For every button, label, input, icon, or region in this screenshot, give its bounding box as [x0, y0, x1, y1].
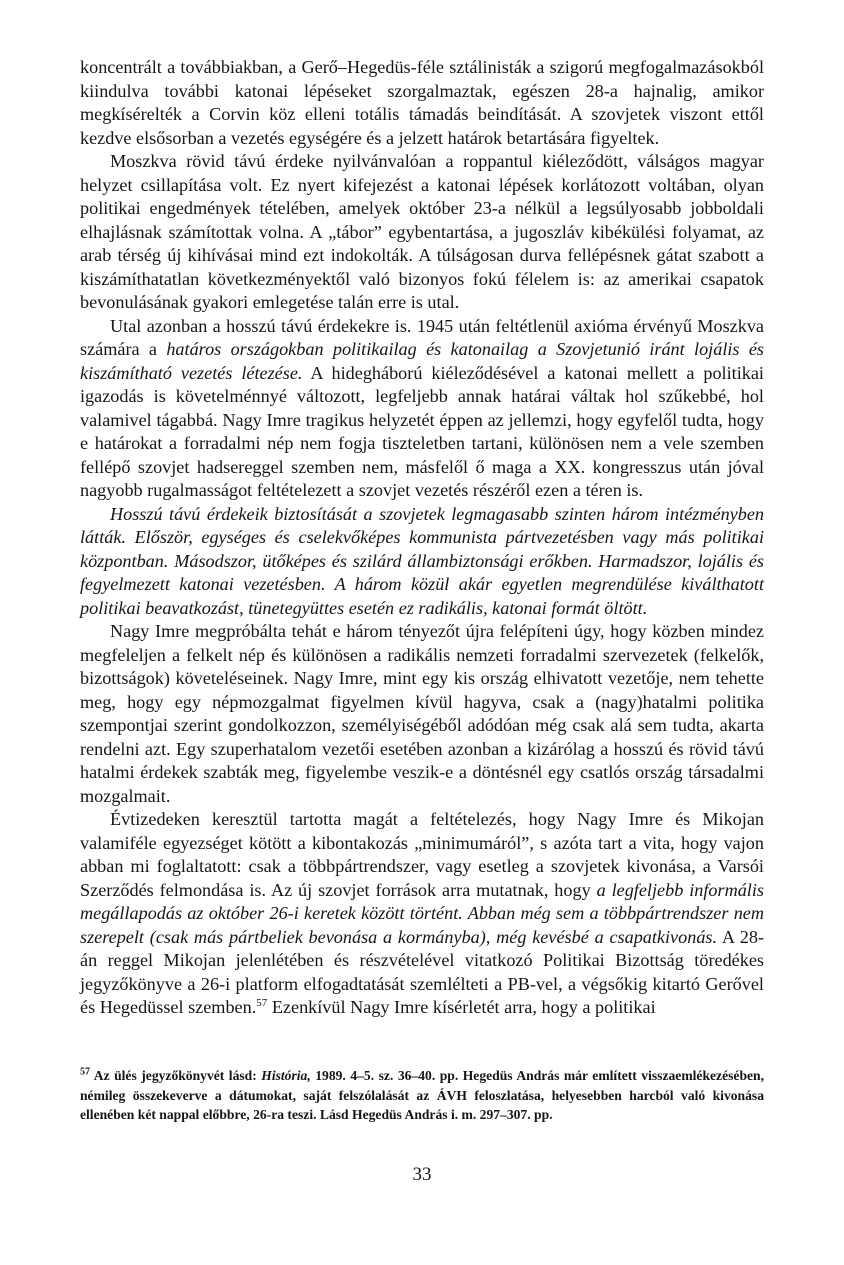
paragraph-6-text: Évtizedeken keresztül tartotta magát a feltételezés, hogy Nagy Imre és Mikojan valamiféle egyezséget kötött a kibontakozás „minimumáról”, s azóta tart a vita, hogy vajon abban mi foglaltatott: csak a többpártrendszer, vagy esetleg a szovjetek kivonása, a Varsói Szerződés felmondása is. Az új szovjet források arra mutatnak, hogy: [80, 809, 764, 900]
paragraph-3: [80, 315, 764, 503]
main-text: [80, 56, 764, 1020]
footnote-reference[interactable]: 57: [256, 996, 268, 1009]
paragraph-2: Moszkva rövid távú érdeke nyilvánvalóan a roppantul kiéleződött, válságos magyar helyzet csillapítása volt. Ez nyert kifejezést a katonai lépések korlátozott voltában, olyan politikai engedmények tételében, amelyek október 23-a nélkül a legsúlyosabb jobboldali elhajlásnak számítottak volna. A „tábor” egybentartása, a jugoszláv kibékülési folyamat, az arab térség új kihívásai mind ezt indokolták. A túlságosan durva fellépésnek gátat szabott a kiszámíthatatlan következményektől való bizonyos fokú félelem is: az amerikai csapatok bevonulásának gyakori emlegetése talán erre is utal.: [80, 151, 764, 312]
paragraph-6-text-cont: A 28-án reggel Mikojan jelenlétében és részvételével vitatkozó Politikai Bizottság töredékes jegyzőkönyve a 26-i platform elfogadtatását szemlélteti a PB-vel, a végsőkig kitartó Gerővel és Hegedüssel szemben.: [80, 926, 765, 1017]
footnote-text-cont: 1989. 4–5. sz. 36–40. pp. Hegedüs András már említett visszaemlékezésében, némileg összekeverve a dátumokat, saját felszólalását az ÁVH feloszlatása, helyesebben harcból való kivonása ellenében két nappal előbbre, 26-ra teszi. Lásd Hegedüs András i. m. 297–307. pp.: [80, 1068, 765, 1122]
paragraph-1: koncentrált a továbbiakban, a Gerő–Hegedüs-féle sztálinisták a szigorú megfogalmazásokból kiindulva további katonai lépéseket szorgalmaztak, egészen 28-a hajnalig, amikor megkísérelték a Corvin köz elleni totális támadás beindítását. A szovjetek viszont ettől kezdve elsősorban a vezetés egységére és a jelzett határok betartására figyeltek.: [80, 57, 764, 148]
footnote-text: Az ülés jegyzőkönyvét lásd:: [90, 1068, 262, 1083]
paragraph-3-text: Utal azonban a hosszú távú érdekekre is. 1945 után feltétlenül axióma érvényű Moszkva számára a: [80, 315, 764, 359]
footnote-57: [80, 1066, 764, 1125]
paragraph-5: Nagy Imre megpróbálta tehát e három tényezőt újra felépíteni úgy, hogy közben mindez megfeleljen a felkelt nép és különösen a radikális nemzeti forradalmi szervezetek (felkelők, bizottságok) követeléseinek. Nagy Imre, mint egy kis ország elhivatott vezetője, nem tehette meg, hogy egy népmozgalmat figyelmen kívül hagyva, csak a (nagy)hatalmi politika szempontjai szerint gondolkozzon, személyiségéből adódóan még csak alá sem tudta, akarta rendelni azt. Egy szuperhatalom vezetői esetében azonban a kizárólag a hosszú és rövid távú hatalmi érdekek szabták meg, figyelembe veszik-e a döntésnél egy csatlós ország társadalmi mozgalmait.: [80, 621, 764, 806]
paragraph-6-text-end: Ezenkívül Nagy Imre kísérletét arra, hogy a politikai: [267, 997, 656, 1017]
paragraph-6-emphasis: a legfeljebb informális megállapodás az október 26-i keretek között történt. Abban még sem a többpártrendszer nem szerepelt (csak más pártbeliek bevonása a kormányba), még kevésbé a csapatkivonás.: [80, 879, 764, 947]
paragraph-3-emphasis: határos országokban politikailag és katonailag a Szovjetunió iránt lojális és kiszámítható vezetés létezése.: [80, 339, 764, 383]
page-number: 33: [412, 1164, 432, 1185]
footnote-number: 57: [80, 1066, 90, 1078]
footnote: [80, 1066, 764, 1125]
footnote-journal-title: História,: [261, 1068, 311, 1083]
paragraph-3-text-cont: A hidegháború kiéleződésével a katonai mellett a politikai igazodás is követelménnyé változott, legfeljebb annak határai váltak hol szűkebbé, hol valamivel tágabbá. Nagy Imre tragikus helyzetét éppen az jellemzi, hogy egyfelől tudta, hogy e határokat a forradalmi nép nem fogja tiszteletben tartani, különösen nem a vele szemben fellépő szovjet hadsereggel szemben nem, másfelől ő maga a XX. kongresszus után jóval nagyobb rugalmasságot feltételezett a szovjet vezetés részéről ezen a téren is.: [80, 362, 764, 500]
paragraph-6: [80, 808, 764, 1020]
paragraph-4-italic: Hosszú távú érdekeik biztosítását a szovjetek legmagasabb szinten három intézményben látták. Először, egységes és cselekvőképes kommunista pártvezetésben vagy más politikai központban. Másodszor, ütőképes és szilárd állambiztonsági erőkben. Harmadszor, lojális és fegyelmezett katonai vezetésben. A három közül akár egyetlen megrendülése kiválthatott politikai beavatkozást, tünetegyüttes esetén ez radikális, katonai formát öltött.: [80, 503, 764, 618]
